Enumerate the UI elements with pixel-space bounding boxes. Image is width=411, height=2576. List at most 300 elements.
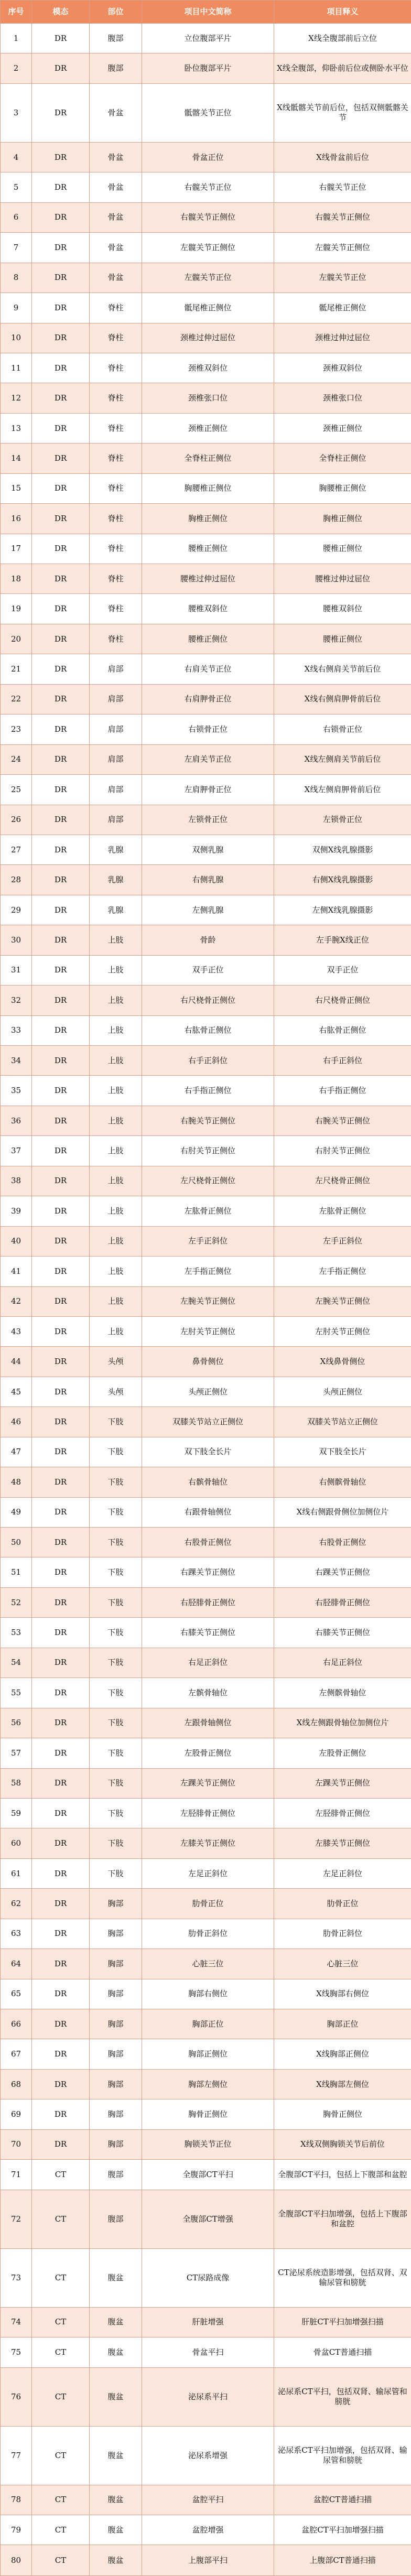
cell-desc: X线双侧胸锁关节后前位 [274,2129,411,2159]
cell-desc: 全腹部CT平扫加增强，包括上下腹部和盆腔 [274,2190,411,2248]
cell-seq: 11 [1,353,32,383]
table-row [1,2190,411,2248]
table-row [1,1136,411,1166]
cell-modality: DR [32,83,90,142]
cell-name-cn: 左侧乳腺 [142,895,274,925]
cell-part: 上肢 [90,1106,142,1135]
cell-name-cn: 颈椎张口位 [142,383,274,413]
cell-modality: DR [32,1738,90,1768]
cell-part: 胸部 [90,1949,142,1979]
cell-name-cn: 腰椎双斜位 [142,594,274,624]
cell-seq: 26 [1,805,32,835]
table-row [1,534,411,564]
cell-desc: 腰椎正侧位 [274,624,411,654]
cell-seq: 8 [1,263,32,293]
cell-name-cn: 胸腰椎正侧位 [142,473,274,503]
table-row [1,1467,411,1497]
cell-modality: DR [32,594,90,624]
cell-desc: 右侧X线乳腺摄影 [274,865,411,895]
cell-desc: X线左侧肩胛骨前后位 [274,775,411,805]
table-row [1,1106,411,1135]
cell-name-cn: 左手指正侧位 [142,1257,274,1286]
cell-seq: 36 [1,1106,32,1135]
cell-desc: 心脏三位 [274,1949,411,1979]
table-row [1,142,411,172]
cell-part: 上肢 [90,1136,142,1166]
cell-seq: 80 [1,2545,32,2576]
cell-desc: 左腕关节正侧位 [274,1286,411,1316]
cell-part: 腹部 [90,2190,142,2248]
table-row [1,2129,411,2159]
table-row [1,1768,411,1798]
cell-desc: 右锁骨正位 [274,715,411,744]
cell-modality: DR [32,53,90,83]
cell-name-cn: 肋骨正斜位 [142,1919,274,1949]
table-row [1,323,411,353]
cell-part: 下肢 [90,1407,142,1437]
cell-desc: X线鼻骨侧位 [274,1347,411,1377]
cell-part: 头颅 [90,1377,142,1406]
cell-seq: 19 [1,594,32,624]
cell-desc: 左踝关节正侧位 [274,1768,411,1798]
cell-seq: 73 [1,2248,32,2307]
table-row [1,1437,411,1467]
table-row [1,895,411,925]
cell-name-cn: 右尺桡骨正侧位 [142,986,274,1015]
cell-modality: DR [32,413,90,443]
cell-desc: 右手指正侧位 [274,1076,411,1106]
cell-part: 骨盆 [90,172,142,202]
cell-seq: 48 [1,1467,32,1497]
cell-part: 胸部 [90,2129,142,2159]
cell-part: 上肢 [90,925,142,955]
table-row [1,986,411,1015]
cell-name-cn: 左肘关节正侧位 [142,1316,274,1346]
cell-desc: 左侧X线乳腺摄影 [274,895,411,925]
table-row [1,1257,411,1286]
cell-name-cn: 胸部正位 [142,2009,274,2039]
cell-part: 上肢 [90,986,142,1015]
cell-part: 胸部 [90,1979,142,2009]
table-row [1,1828,411,1858]
cell-modality: DR [32,865,90,895]
cell-desc: 左肘关节正侧位 [274,1316,411,1346]
cell-name-cn: 左跟骨轴侧位 [142,1708,274,1738]
cell-modality: DR [32,1076,90,1106]
cell-modality: DR [32,1919,90,1949]
col-header-seq: 序号 [1,1,32,24]
cell-seq: 62 [1,1889,32,1919]
cell-name-cn: 胸部右侧位 [142,1979,274,2009]
cell-name-cn: 双侧乳腺 [142,835,274,864]
cell-desc: 盆腔CT平扫加增强扫描 [274,2515,411,2545]
cell-seq: 75 [1,2337,32,2367]
cell-part: 下肢 [90,1768,142,1798]
cell-modality: CT [32,2248,90,2307]
cell-seq: 1 [1,24,32,53]
cell-seq: 3 [1,83,32,142]
cell-name-cn: 右膝关节正侧位 [142,1618,274,1648]
cell-modality: DR [32,684,90,714]
cell-part: 脊柱 [90,323,142,353]
table-row [1,1166,411,1196]
table-row [1,473,411,503]
cell-seq: 9 [1,293,32,323]
cell-modality: DR [32,1618,90,1648]
cell-name-cn: 左肱骨正侧位 [142,1196,274,1226]
cell-name-cn: 左胫腓骨正侧位 [142,1798,274,1828]
cell-desc: 右手正斜位 [274,1046,411,1076]
table-row [1,2426,411,2485]
cell-name-cn: 右股骨正侧位 [142,1528,274,1557]
cell-seq: 38 [1,1166,32,1196]
cell-seq: 64 [1,1949,32,1979]
table-row [1,1015,411,1045]
cell-modality: DR [32,805,90,835]
cell-modality: CT [32,2337,90,2367]
cell-modality: DR [32,1377,90,1406]
cell-name-cn: 左髌骨轴位 [142,1678,274,1708]
cell-name-cn: 腰椎过伸过屈位 [142,564,274,594]
cell-modality: DR [32,1889,90,1919]
cell-modality: CT [32,2307,90,2337]
table-row [1,2248,411,2307]
cell-modality: DR [32,1166,90,1196]
cell-desc: X线全腹部，仰卧前后位或侧卧水平位 [274,53,411,83]
cell-seq: 43 [1,1316,32,1346]
cell-name-cn: 左锁骨正位 [142,805,274,835]
cell-part: 脊柱 [90,473,142,503]
cell-desc: 左肱骨正侧位 [274,1196,411,1226]
cell-part: 胸部 [90,2039,142,2069]
cell-seq: 20 [1,624,32,654]
cell-modality: DR [32,1196,90,1226]
cell-desc: 颈椎张口位 [274,383,411,413]
cell-modality: DR [32,775,90,805]
cell-part: 腹盆 [90,2367,142,2426]
cell-desc: X线右侧肩关节前后位 [274,654,411,684]
table-row [1,1678,411,1708]
cell-seq: 47 [1,1437,32,1467]
cell-name-cn: 胸骨正侧位 [142,2099,274,2129]
table-row [1,1347,411,1377]
cell-name-cn: 左尺桡骨正侧位 [142,1166,274,1196]
cell-part: 脊柱 [90,504,142,534]
cell-seq: 52 [1,1587,32,1617]
cell-name-cn: 立位腹部平片 [142,24,274,53]
cell-desc: 左股骨正侧位 [274,1738,411,1768]
table-row [1,564,411,594]
cell-desc: X线左侧跟骨轴位加侧位片 [274,1708,411,1738]
cell-modality: DR [32,564,90,594]
cell-modality: DR [32,293,90,323]
cell-modality: DR [32,263,90,293]
cell-desc: X线左侧肩关节前后位 [274,744,411,774]
cell-name-cn: 右髌骨轴位 [142,1467,274,1497]
cell-modality: DR [32,1257,90,1286]
cell-part: 下肢 [90,1587,142,1617]
cell-seq: 33 [1,1015,32,1045]
table-row [1,1587,411,1617]
cell-desc: 全脊柱正侧位 [274,443,411,473]
cell-name-cn: 双下肢全长片 [142,1437,274,1467]
table-row [1,1497,411,1527]
cell-seq: 54 [1,1648,32,1677]
cell-part: 下肢 [90,1738,142,1768]
cell-modality: DR [32,654,90,684]
table-row [1,1196,411,1226]
cell-name-cn: 骨龄 [142,925,274,955]
cell-name-cn: 右髋关节正侧位 [142,202,274,232]
cell-name-cn: 右肘关节正侧位 [142,1136,274,1166]
cell-modality: DR [32,142,90,172]
cell-desc: 胸骨正侧位 [274,2099,411,2129]
cell-part: 上肢 [90,1046,142,1076]
cell-name-cn: 泌尿系平扫 [142,2367,274,2426]
cell-modality: DR [32,2069,90,2099]
cell-desc: 右踝关节正侧位 [274,1557,411,1587]
table-row [1,504,411,534]
cell-desc: 颈椎过伸过屈位 [274,323,411,353]
table-row [1,2009,411,2039]
cell-name-cn: 盆腔平扫 [142,2485,274,2515]
cell-name-cn: 左髋关节正侧位 [142,233,274,263]
cell-seq: 74 [1,2307,32,2337]
cell-part: 骨盆 [90,83,142,142]
cell-modality: DR [32,1828,90,1858]
cell-name-cn: CT尿路成像 [142,2248,274,2307]
cell-desc: 左手指正侧位 [274,1257,411,1286]
cell-seq: 29 [1,895,32,925]
cell-part: 脊柱 [90,564,142,594]
cell-modality: DR [32,1316,90,1346]
cell-part: 乳腺 [90,865,142,895]
table-row [1,293,411,323]
table-row [1,1648,411,1677]
cell-desc: CT泌尿系统造影增强，包括双肾、双输尿管和膀胱 [274,2248,411,2307]
cell-part: 腹盆 [90,2515,142,2545]
cell-desc: 胸椎正侧位 [274,504,411,534]
cell-name-cn: 胸锁关节正位 [142,2129,274,2159]
table-row [1,2515,411,2545]
cell-part: 上肢 [90,1166,142,1196]
cell-seq: 77 [1,2426,32,2485]
cell-desc: 右胫腓骨正侧位 [274,1587,411,1617]
cell-modality: DR [32,2129,90,2159]
cell-modality: DR [32,1046,90,1076]
table-row [1,1949,411,1979]
cell-part: 下肢 [90,1557,142,1587]
cell-part: 上肢 [90,1257,142,1286]
cell-name-cn: 骨盆平扫 [142,2337,274,2367]
table-row [1,443,411,473]
cell-name-cn: 左足正斜位 [142,1858,274,1888]
cell-desc: 双下肢全长片 [274,1437,411,1467]
cell-name-cn: 腰椎正侧位 [142,624,274,654]
cell-name-cn: 左肩胛骨正位 [142,775,274,805]
table-row [1,172,411,202]
cell-name-cn: 右肱骨正侧位 [142,1015,274,1045]
cell-part: 脊柱 [90,383,142,413]
table-row [1,2160,411,2190]
cell-desc: 双膝关节站立正侧位 [274,1407,411,1437]
cell-part: 上肢 [90,1076,142,1106]
cell-name-cn: 右肩关节正位 [142,654,274,684]
table-row [1,1076,411,1106]
cell-modality: DR [32,895,90,925]
cell-desc: 左髋关节正位 [274,263,411,293]
cell-desc: 胸腰椎正侧位 [274,473,411,503]
cell-seq: 69 [1,2099,32,2129]
table-row [1,1286,411,1316]
cell-part: 下肢 [90,1858,142,1888]
cell-name-cn: 盆腔增强 [142,2515,274,2545]
cell-seq: 55 [1,1678,32,1708]
cell-part: 乳腺 [90,835,142,864]
table-row [1,2307,411,2337]
table-row [1,1858,411,1888]
cell-seq: 76 [1,2367,32,2426]
cell-seq: 7 [1,233,32,263]
cell-modality: DR [32,1979,90,2009]
cell-part: 脊柱 [90,443,142,473]
cell-desc: X线骨盆前后位 [274,142,411,172]
cell-modality: DR [32,1768,90,1798]
cell-desc: 左髋关节正侧位 [274,233,411,263]
cell-seq: 13 [1,413,32,443]
cell-modality: DR [32,925,90,955]
cell-name-cn: 颈椎正侧位 [142,413,274,443]
cell-desc: 右髋关节正侧位 [274,202,411,232]
cell-modality: DR [32,1528,90,1557]
col-header-name-cn: 项目中文简称 [142,1,274,24]
cell-name-cn: 全腹部CT增强 [142,2190,274,2248]
cell-desc: 右侧髌骨轴位 [274,1467,411,1497]
cell-part: 腹盆 [90,2337,142,2367]
cell-seq: 58 [1,1768,32,1798]
table-row [1,1618,411,1648]
cell-modality: DR [32,624,90,654]
cell-seq: 66 [1,2009,32,2039]
cell-seq: 2 [1,53,32,83]
table-row [1,413,411,443]
table-row [1,744,411,774]
cell-modality: DR [32,1648,90,1677]
cell-part: 上肢 [90,1226,142,1256]
cell-seq: 72 [1,2190,32,2248]
cell-part: 脊柱 [90,353,142,383]
cell-name-cn: 胸椎正侧位 [142,504,274,534]
cell-modality: DR [32,1708,90,1738]
cell-part: 下肢 [90,1648,142,1677]
cell-desc: 右足正斜位 [274,1648,411,1677]
cell-seq: 4 [1,142,32,172]
cell-seq: 44 [1,1347,32,1377]
table-row [1,1708,411,1738]
cell-modality: DR [32,1467,90,1497]
cell-part: 腹盆 [90,2545,142,2576]
cell-modality: DR [32,1136,90,1166]
table-row [1,955,411,985]
cell-seq: 23 [1,715,32,744]
table-row [1,1889,411,1919]
col-header-modality: 模态 [32,1,90,24]
cell-part: 肩部 [90,744,142,774]
cell-seq: 39 [1,1196,32,1226]
cell-part: 下肢 [90,1828,142,1858]
cell-name-cn: 右手正斜位 [142,1046,274,1076]
cell-desc: X线胸部正侧位 [274,2039,411,2069]
cell-seq: 12 [1,383,32,413]
cell-name-cn: 全脊柱正侧位 [142,443,274,473]
cell-seq: 22 [1,684,32,714]
cell-seq: 59 [1,1798,32,1828]
cell-modality: DR [32,2039,90,2069]
table-row [1,1919,411,1949]
cell-name-cn: 左肩关节正位 [142,744,274,774]
cell-name-cn: 双膝关节站立正侧位 [142,1407,274,1437]
cell-modality: DR [32,1015,90,1045]
cell-desc: 颈椎双斜位 [274,353,411,383]
table-row [1,865,411,895]
cell-modality: DR [32,233,90,263]
cell-desc: 左胫腓骨正侧位 [274,1798,411,1828]
cell-name-cn: 泌尿系增强 [142,2426,274,2485]
cell-part: 下肢 [90,1467,142,1497]
cell-part: 骨盆 [90,263,142,293]
cell-part: 肩部 [90,654,142,684]
cell-desc: 右腕关节正侧位 [274,1106,411,1135]
cell-desc: 左锁骨正位 [274,805,411,835]
table-row [1,2367,411,2426]
cell-seq: 42 [1,1286,32,1316]
cell-desc: 右股骨正侧位 [274,1528,411,1557]
cell-modality: DR [32,1587,90,1617]
col-header-part: 部位 [90,1,142,24]
table-row [1,594,411,624]
cell-seq: 32 [1,986,32,1015]
cell-desc: 右膝关节正侧位 [274,1618,411,1648]
cell-name-cn: 卧位腹部平片 [142,53,274,83]
cell-name-cn: 胸部正侧位 [142,2039,274,2069]
cell-modality: DR [32,24,90,53]
cell-desc: 腰椎正侧位 [274,534,411,564]
cell-desc: 肋骨正位 [274,1889,411,1919]
cell-desc: 左手腕X线正位 [274,925,411,955]
cell-seq: 17 [1,534,32,564]
cell-desc: 胸部正位 [274,2009,411,2039]
cell-desc: 右肘关节正侧位 [274,1136,411,1166]
cell-desc: X线胸部右侧位 [274,1979,411,2009]
cell-modality: DR [32,383,90,413]
cell-name-cn: 腰椎正侧位 [142,534,274,564]
table-row [1,684,411,714]
cell-modality: DR [32,534,90,564]
cell-seq: 57 [1,1738,32,1768]
cell-desc: 左足正斜位 [274,1858,411,1888]
cell-modality: CT [32,2160,90,2190]
cell-modality: CT [32,2190,90,2248]
cell-seq: 53 [1,1618,32,1648]
cell-seq: 61 [1,1858,32,1888]
cell-part: 脊柱 [90,534,142,564]
cell-desc: 双侧X线乳腺摄影 [274,835,411,864]
table-row [1,1226,411,1256]
cell-name-cn: 右胫腓骨正侧位 [142,1587,274,1617]
table-row [1,2069,411,2099]
cell-seq: 71 [1,2160,32,2190]
cell-name-cn: 左股骨正侧位 [142,1738,274,1768]
